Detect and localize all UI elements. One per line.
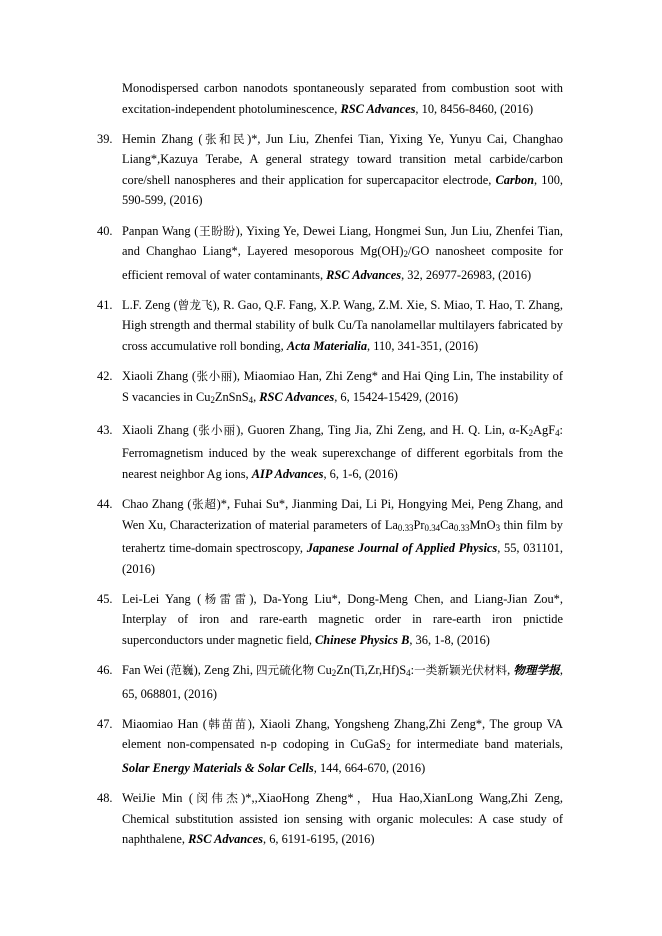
entry-number: 42. [97,369,113,384]
entry-journal-name: 物理学报 [513,663,560,678]
entry-number: 44. [97,496,113,511]
publication-entry [97,129,563,211]
entry-number: 47. [97,716,113,731]
entry-number: 45. [97,591,113,606]
entry-text-before-journal: L.F. Zeng (曾龙飞), R. Gao, Q.F. Fang, X.P. Wang, Z.M. Xie, S. Miao, T. Hao, T. Zhang, High strength and thermal stability of bulk Cu/Ta nanolamellar multilayers fabricated by cross accumulative roll bonding, [122,297,563,353]
entry-text-after-journal: , 144, 664-670, (2016) [313,760,426,775]
entry-body [122,494,563,579]
entry-text-before-journal: Panpan Wang (王盼盼), Yixing Ye, Dewei Liang, Hongmei Sun, Jun Liu, Zhenfei Tian, and Changhao Liang*, Layered mesoporous $Mg(OH)_2/GO$ nanosheet composite for efficient removal of water contaminants, [122,223,564,282]
entry-text-before-journal: Fan Wei (范巍), Zeng Zhi, 四元硫化物 $Cu_2Zn(Ti,Zr,Hf)S_4$:一类新颖光伏材料, [122,663,514,679]
entry-body [122,788,563,850]
intro-paragraph [122,78,563,119]
entry-body [122,660,563,704]
entry-journal-name: RSC Advances [326,267,402,282]
entry-body [122,589,563,651]
publication-entry [97,366,563,410]
entry-text-after-journal: , 6, 1-6, (2016) [323,466,398,481]
entry-number: 43. [97,422,113,437]
entry-text-before-journal: Chao Zhang (张超)*, Fuhai Su*, Jianming Dai, Li Pi, Hongying Mei, Peng Zhang, and Wen Xu, Characterization of material parameters of $La_{0.33}Pr_{0.34}Ca_{0.33}MnO_3$ thin film by terahertz time-domain spectroscopy, [122,496,564,556]
entry-number: 46. [97,663,113,678]
entry-journal-name: Acta Materialia [286,338,368,353]
publication-entry [97,221,563,286]
entry-journal-name: Solar Energy Materials & Solar Cells [122,760,314,775]
intro-text-before-journal: Monodispersed carbon nanodots spontaneously separated from combustion soot with excitation-independent photoluminescence, [122,81,563,116]
entry-text-before-journal: Hemin Zhang (张和民)*, Jun Liu, Zhenfei Tian, Yixing Ye, Yunyu Cai, Changhao Liang*,Kazuya Terabe, A general strategy toward transition metal carbide/carbon core/shell nanospheres and their application for supercapacitor electrode, [122,131,563,187]
entry-body [122,420,563,485]
entry-text-before-journal: Xiaoli Zhang (张小丽), Miaomiao Han, Zhi Zeng* and Hai Qing Lin, The instability of S vacancies in $Cu_2ZnSnS_4$, [122,369,563,405]
entry-journal-name: Carbon [495,172,535,187]
entry-body [122,714,563,779]
entry-journal-name: RSC Advances [188,832,263,847]
entry-number: 41. [97,297,113,312]
publication-list [97,78,563,859]
entry-text-before-journal: WeiJie Min (闵伟杰)*,,XiaoHong Zheng*，Hua Hao,XianLong Wang,Zhi Zeng, Chemical substitution assisted ion sensing with organic molecules: A case study of naphthalene, [122,790,563,847]
publication-entry [97,788,563,850]
entry-number: 48. [97,790,113,805]
publication-entry [97,589,563,651]
entry-text-after-journal: , 6, 15424-15429, (2016) [334,389,459,404]
entry-journal-name: AIP Advances [251,466,324,481]
entry-text-before-journal: Xiaoli Zhang (张小丽), Guoren Zhang, Ting Jia, Zhi Zeng, and H. Q. Lin, $\alpha-K_2AgF_4$: Ferromagnetism induced by the weak superexchange of different egorbitals from the nearest neighbor Ag ions, [122,422,563,481]
entry-body [122,295,563,357]
entry-journal-name: RSC Advances [259,389,335,404]
intro-text-after-journal: , 10, 8456-8460, (2016) [415,101,534,116]
publication-entry [97,494,563,579]
entry-body [122,366,563,410]
entry-text-after-journal: , 6, 6191-6195, (2016) [263,832,375,847]
publication-entry [97,295,563,357]
publication-entry [97,714,563,779]
entry-text-after-journal: , 55, 031101, (2016) [122,541,564,576]
entry-text-after-journal: , 36, 1-8, (2016) [409,632,490,647]
entry-text-after-journal: , 65, 068801, (2016) [122,663,563,701]
entry-journal-name: Japanese Journal of Applied Physics [306,541,498,556]
publication-entry [97,420,563,485]
entry-body [122,221,563,286]
publication-entry [97,660,563,704]
entry-journal-name: Chinese Physics B [315,632,410,647]
entry-number: 40. [97,223,113,238]
entry-text-after-journal: , 110, 341-351, (2016) [367,338,479,353]
entry-text-after-journal: , 100, 590-599, (2016) [122,172,563,208]
entry-body [122,129,563,211]
entry-text-after-journal: , 32, 26977-26983, (2016) [401,267,532,282]
entry-number: 39. [97,131,113,146]
entry-text-before-journal: Miaomiao Han (韩苗苗), Xiaoli Zhang, Yongsheng Zhang,Zhi Zeng*, The group VA element non-compensated n-p codoping in CuGaS$_2$ for intermediate band materials, [122,716,564,753]
entry-text-before-journal: Lei-Lei Yang (杨雷雷), Da-Yong Liu*, Dong-Meng Chen, and Liang-Jian Zou*, Interplay of iron and rare-earth magnetic order in rare-earth iron pnictide superconductors under magnetic field, [122,591,563,647]
intro-journal-name: RSC Advances [340,101,416,116]
